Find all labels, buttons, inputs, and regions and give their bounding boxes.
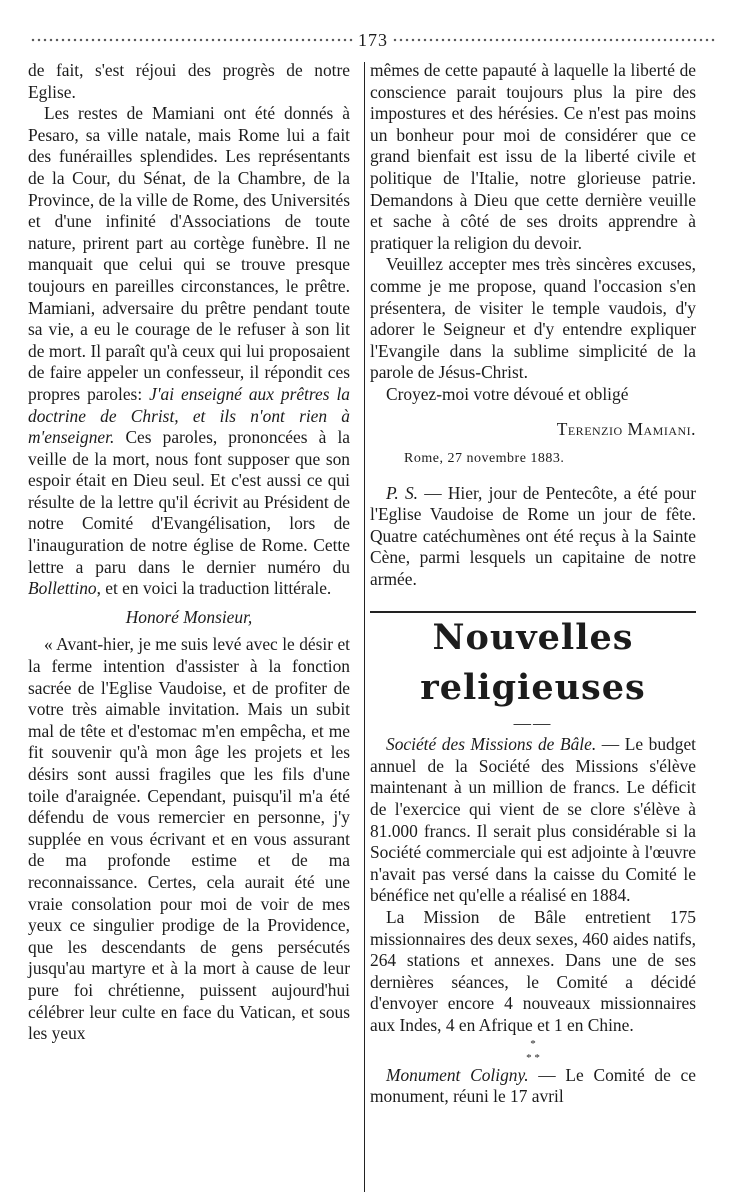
paragraph: Veuillez accepter mes très sincères excuses, comme je me propose, quand l'occasion s'en présentera, de visiter le temple vaudois, d'y adorer le Seigneur et d'y entendre expliquer l'Evangile dans la sublime simplicité de la parole de Jésus-Christ. xyxy=(370,254,696,383)
paragraph: mêmes de cette papauté à laquelle la liberté de conscience parait toujours plus la pire des impostures et des hérésies. Ce n'est pas moins un bonheur pour moi de considérer que ce grand bienfait est issu de la liberté civile et politique de l'Italie, notre glorieuse patrie. Demandons à Dieu que cette dernière veuille et sache à côté de ses droits apprendre à pratiquer la religion du devoir. xyxy=(370,60,696,253)
header-ornament-left xyxy=(30,37,354,43)
text: — Hier, jour de Pentecôte, a été pour l'Eglise Vaudoise de Rome un jour de fête. Quatre catéchumènes ont été reçus à la Sainte Cène, parmi lesquels un capitaine de notre armée. xyxy=(370,482,696,590)
text: — Le budget annuel de la Société des Missions s'élève maintenant à un million de francs. Le déficit de l'exercice qui vient de se clore s'élève à 81.000 francs. Il serait plus considérable si la Société commerciale qui est adjointe à l'œuvre n'avait pas versé dans la caisse du Comité le bénéfice net qu'elle a réalisé en 1884. xyxy=(370,734,696,906)
news-item xyxy=(370,734,696,907)
page-header xyxy=(30,29,716,51)
letter-closing: Croyez-moi votre dévoué et obligé xyxy=(386,383,629,404)
paragraph xyxy=(28,103,350,600)
left-column xyxy=(28,60,350,1045)
dateline: Rome, 27 novembre 1883. xyxy=(404,451,565,467)
text: — Le Comité de ce monument, réuni le 17 avril xyxy=(370,1064,696,1107)
ps-label: P. S. xyxy=(386,482,418,503)
text: , et en voici la traduction littérale. xyxy=(96,578,332,599)
page-number: 173 xyxy=(358,29,388,50)
paragraph: de fait, s'est réjoui des progrès de notre Eglise. xyxy=(28,60,350,102)
news-item-title: Société des Missions de Bâle. xyxy=(386,734,597,755)
news-item-title: Monument Coligny. xyxy=(386,1064,529,1085)
column-divider xyxy=(364,62,365,1192)
text: Ces paroles, prononcées à la veille de la mort, nous font supposer que son espoir était en Dieu seul. Et c'est aussi ce qui résulte de la lettre qu'il écrivit au Président de notre Comité d'Evangélisation, lors de l'inauguration de notre église de Rome. Cette lettre a paru dans le dernier numéro du xyxy=(28,427,350,577)
quote: J'ai enseigné aux prêtres la doctrine de Christ, et ils n'ont rien à m'enseigner. xyxy=(28,383,350,448)
header-ornament-right xyxy=(392,37,716,43)
letter-signature: Terenzio Mamiani. xyxy=(556,418,696,439)
letter-salutation: Honoré Monsieur, xyxy=(125,606,253,627)
postscript xyxy=(370,483,696,591)
paragraph: « Avant-hier, je me suis levé avec le désir et la ferme intention d'assister à la fonction sacrée de l'Eglise Vaudoise, et de profiter de votre très aimable invitation. Mais un subit mal de tête et d'estomac m'en empêcha, et me fit souvenir qu'à mon âge les projets et les désirs sont aussi fragiles que les fils d'une toile d'araignée. Cependant, puisqu'il m'a été défendu de vous remercier en personne, j'y supplée en vous écrivant et en vous assurant de ma profonde estime et de ma reconnaissance. Certes, cela aurait été une vraie consolation pour moi de voir de mes yeux ce singulier prodige de la Providence, que les descendants de gens persécutés jusqu'au martyre et à la mort à cause de leur pure foi chrétienne, puissent aujourd'hui célébrer leur culte en face du Vatican, et sous les yeux xyxy=(28,634,350,1044)
section-title: Nouvelles religieuses xyxy=(420,616,646,708)
right-column xyxy=(370,60,696,1108)
paragraph: La Mission de Bâle entretient 175 missionnaires des deux sexes, 460 aides natifs, 264 stations et annexes. Dans une de ses dernières séances, le Comité a décidé d'envoyer encore 4 nouveaux missionnaires aux Indes, 4 en Afrique et 1 en Chine. xyxy=(370,907,696,1035)
text: Les restes de Mamiani ont été donnés à Pesaro, sa ville natale, mais Rome lui a fait des funérailles splendides. Les représentants de la Cour, du Sénat, de la Chambre, de la Province, de la ville de Rome, des Universités et d'une infinité d'Associations de toute nature, prirent part au cortège funèbre. Il ne manquait que celui qui se trouve presque toujours en pareilles circonstances, le prêtre. Mamiani, adversaire du prêtre pendant toute sa vie, a eu le courage de le refuser à son lit de mort. Il paraît qu'à ceux qui lui proposaient de faire appeler un confesseur, il répondit ces propres paroles: xyxy=(28,103,350,404)
title-dash: —— xyxy=(513,712,553,733)
journal-title: Bollettino xyxy=(28,578,97,599)
news-item xyxy=(370,1065,696,1108)
asterism: * * * xyxy=(526,1037,540,1064)
